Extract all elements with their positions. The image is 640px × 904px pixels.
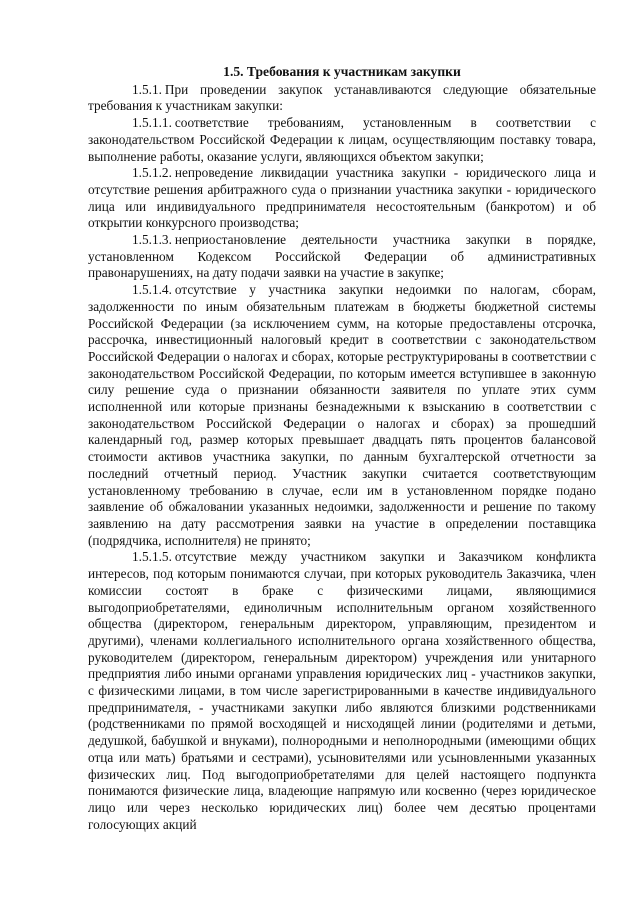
section-title: 1.5. Требования к участникам закупки bbox=[223, 64, 461, 79]
paragraph-number: 1.5.1.1. bbox=[132, 115, 172, 131]
paragraph-text: При проведении закупок устанавливаются следующие обязательные требования к участникам закупки: bbox=[88, 81, 596, 114]
paragraph-text: соответствие требованиям, установленным в соответствии с законодательством Российской Федерации к лицам, осуществляющим поставку товара, выполнение работы, оказание услуги, являющихся объектом закупки; bbox=[88, 115, 596, 164]
paragraph-1-5-1-4 bbox=[88, 282, 596, 549]
paragraph-number: 1.5.1.5. bbox=[132, 549, 172, 565]
paragraph-number: 1.5.1.4. bbox=[132, 282, 172, 298]
document-body bbox=[88, 64, 596, 833]
paragraph-number: 1.5.1.3. bbox=[132, 232, 172, 248]
paragraph-1-5-1-3 bbox=[88, 232, 596, 282]
paragraph-number: 1.5.1.2. bbox=[132, 165, 172, 181]
paragraph-text: непроведение ликвидации участника закупки - юридического лица и отсутствие решения арбитражного суда о признании участника закупки - юридического лица или индивидуального предпринимателя несостоятельным (банкротом) и об открытии конкурсного производства; bbox=[88, 165, 596, 231]
paragraph-1-5-1-5 bbox=[88, 549, 596, 833]
paragraph-1-5-1-1 bbox=[88, 115, 596, 165]
paragraph-text: отсутствие между участником закупки и Заказчиком конфликта интересов, под которым понимаются случаи, при которых руководитель Заказчика, член комиссии состоят в браке с физическими лицами, являющимися выгодоприобретателями, единоличным исполнительным органом хозяйственного общества (директором, генеральным директором, управляющим, президентом и другими), членами коллегиального исполнительного органа хозяйственного общества, руководителем (директором, генеральным директором) учреждения или унитарного предприятия либо иными органами управления юридических лиц - участников закупки, с физическими лицами, в том числе зарегистрированными в качестве индивидуального предпринимателя, - участниками закупки либо являются близкими родственниками (родственниками по прямой восходящей и нисходящей линии (родителями и детьми, дедушкой, бабушкой и внуками), полнородными и неполнородными (имеющими общих отца или мать) братьями и сестрами), усыновителями или усыновленными указанных физических лиц. Под выгодоприобретателями для целей настоящего подпункта понимаются физические лица, владеющие напрямую или косвенно (через юридическое лицо или через несколько юридических лиц) более чем десятью процентами голосующих акций bbox=[88, 549, 596, 832]
paragraph-text: неприостановление деятельности участника закупки в порядке, установленном Кодексом Российской Федерации об административных правонарушениях, на дату подачи заявки на участие в закупке; bbox=[88, 232, 596, 281]
paragraph-number: 1.5.1. bbox=[132, 81, 162, 97]
paragraph-1-5-1 bbox=[88, 82, 596, 115]
paragraph-text: отсутствие у участника закупки недоимки по налогам, сборам, задолженности по иным обязательным платежам в бюджеты бюджетной системы Российской Федерации (за исключением сумм, на которые предоставлены отсрочка, рассрочка, инвестиционный налоговый кредит в соответствии с законодательством Российской Федерации о налогах и сборах, которые реструктурированы в соответствии с законодательством Российской Федерации, по которым имеется вступившее в законную силу решение суда о признании обязанности заявителя по уплате этих сумм исполненной или которые признаны безнадежными к взысканию в соответствии с законодательством Российской Федерации о налогах и сборах) за прошедший календарный год, размер которых превышает двадцать пять процентов балансовой стоимости активов участника закупки, по данным бухгалтерской отчетности за последний отчетный период. Участник закупки считается соответствующим установленному требованию в случае, если им в установленном порядке подано заявление об обжаловании указанных недоимки, задолженности и решение по такому заявлению на дату рассмотрения заявки на участие в определении поставщика (подрядчика, исполнителя) не принято; bbox=[88, 282, 596, 548]
paragraph-1-5-1-2 bbox=[88, 165, 596, 232]
